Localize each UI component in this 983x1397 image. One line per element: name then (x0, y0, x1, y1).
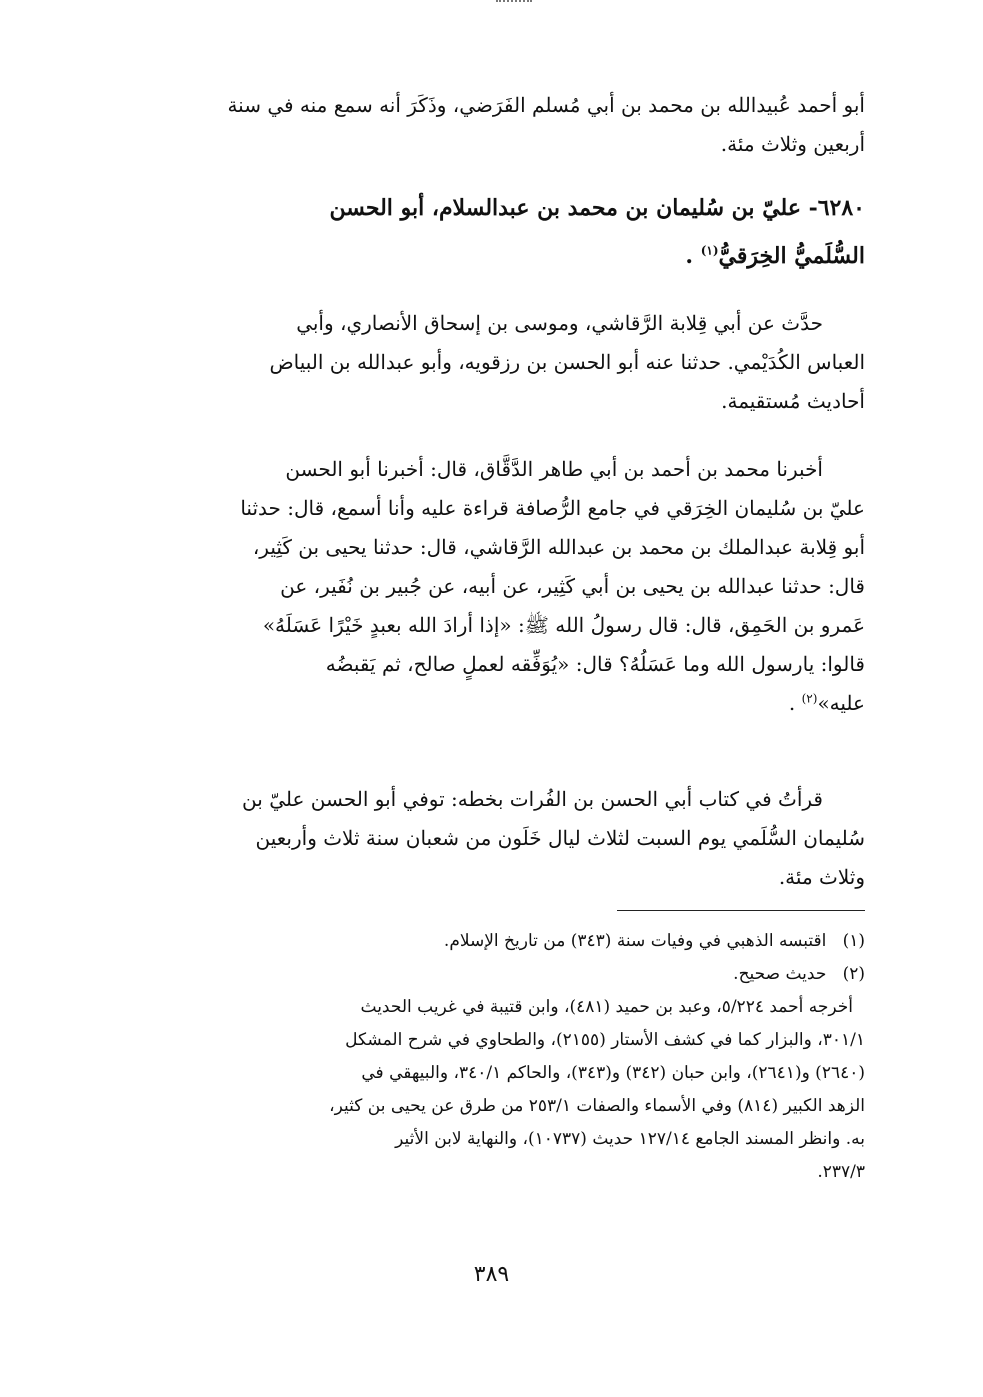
top-edge-mark (496, 0, 532, 8)
text-line: أبو أحمد عُبيدالله بن محمد بن أبي مُسلم الفَرَضي، وذَكَرَ أنه سمع منه في سنة (227, 93, 865, 117)
death-paragraph (120, 780, 865, 897)
text-line: عليّ بن سُليمان الخِرَقي في جامع الرُّصافة قراءة عليه وأنا أسمع، قال: حدثنا (240, 496, 865, 520)
entry-heading (120, 184, 865, 280)
intro-paragraph (120, 86, 865, 164)
text-line: وثلاث مئة. (778, 865, 865, 889)
footnote-marker: (١) (842, 931, 865, 951)
text-line: قالوا: يارسول الله وما عَسَلُهُ؟ قال: «يُوَفِّقه لعملٍ صالح، ثم يَقبضُه (325, 652, 865, 676)
footnote-line: أخرجه أحمد ٥/٢٢٤، وعبد بن حميد (٤٨١)، وابن قتيبة في غريب الحديث (360, 997, 853, 1017)
footnote-ref: (١) (700, 243, 719, 258)
text-line: سُليمان السُّلَمي يوم السبت لثلاث ليال خَلَون من شعبان سنة ثلاث وأربعين (255, 826, 865, 850)
footnote-marker: (٢) (842, 964, 865, 984)
hadith-paragraph (120, 450, 865, 723)
heading-name: السُّلَميُّ الخِرَقيُّ (718, 243, 865, 269)
text-line: أربعين وثلاث مئة. (720, 132, 865, 156)
footnote-ref: (٢) (801, 691, 818, 706)
footnote-separator (617, 910, 865, 911)
page-number: ٣٨٩ (473, 1262, 510, 1287)
footnote-line: به. وانظر المسند الجامع ١٢٧/١٤ حديث (١٠٧٣٧)، والنهاية لابن الأثير (395, 1129, 865, 1149)
heading-end: . (685, 243, 701, 269)
text-line: أبو قِلابة عبدالملك بن محمد بن عبدالله الرَّقاشي، قال: حدثنا يحيى بن كَثِير، (252, 535, 865, 559)
heading-line (120, 232, 865, 280)
text-line: العباس الكُدَيْمي. حدثنا عنه أبو الحسن بن رزقويه، وأبو عبدالله بن البياض (269, 350, 865, 374)
footnotes (120, 925, 865, 1189)
text-line: عَمرو بن الحَمِق، قال: قال رسولُ الله ﷺ: «إذا أرادَ الله بعبدٍ خَيْرًا عَسَلَهُ» (262, 613, 865, 637)
text-line (120, 684, 865, 723)
footnote-line: ٣٠١/١، والبزار كما في كشف الأستار (٢١٥٥)، والطحاوي في شرح المشكل (345, 1030, 865, 1050)
text-line: أخبرنا محمد بن أحمد بن أبي طاهر الدَّقَّاق، قال: أخبرنا أبو الحسن (285, 457, 823, 481)
footnote-text: حديث صحيح. (733, 964, 827, 984)
text-line: حدَّث عن أبي قِلابة الرَّقاشي، وموسى بن إسحاق الأنصاري، وأبي (296, 311, 823, 335)
footnote-line: الزهد الكبير (٨١٤) وفي الأسماء والصفات ٢٥٣/١ من طرق عن يحيى بن كثير، (329, 1096, 865, 1116)
text-line: قال: حدثنا عبدالله بن يحيى بن أبي كَثِير، عن أبيه، عن جُبير بن نُفَير، عن (280, 574, 865, 598)
heading-line: ٦٢٨٠- عليّ بن سُليمان بن محمد بن عبدالسلام، أبو الحسن (329, 195, 865, 221)
hadith-end: عليه» (817, 691, 865, 715)
footnote-text: اقتبسه الذهبي في وفيات سنة (٣٤٣) من تاريخ الإسلام. (443, 931, 827, 951)
footnote-line: (٢٦٤٠) و(٢٦٤١)، وابن حبان (٣٤٢) و(٣٤٣)، والحاكم ٣٤٠/١، والبيهقي في (361, 1063, 865, 1083)
text-line: أحاديث مُستقيمة. (721, 389, 865, 413)
footnote-line: ٢٣٧/٣. (817, 1162, 865, 1182)
sentence-end: . (788, 691, 802, 715)
footnote-1 (120, 925, 865, 958)
footnote-2 (120, 958, 865, 991)
text-line: قرأتُ في كتاب أبي الحسن بن الفُرات بخطه: توفي أبو الحسن عليّ بن (242, 787, 823, 811)
biography-paragraph (120, 304, 865, 421)
